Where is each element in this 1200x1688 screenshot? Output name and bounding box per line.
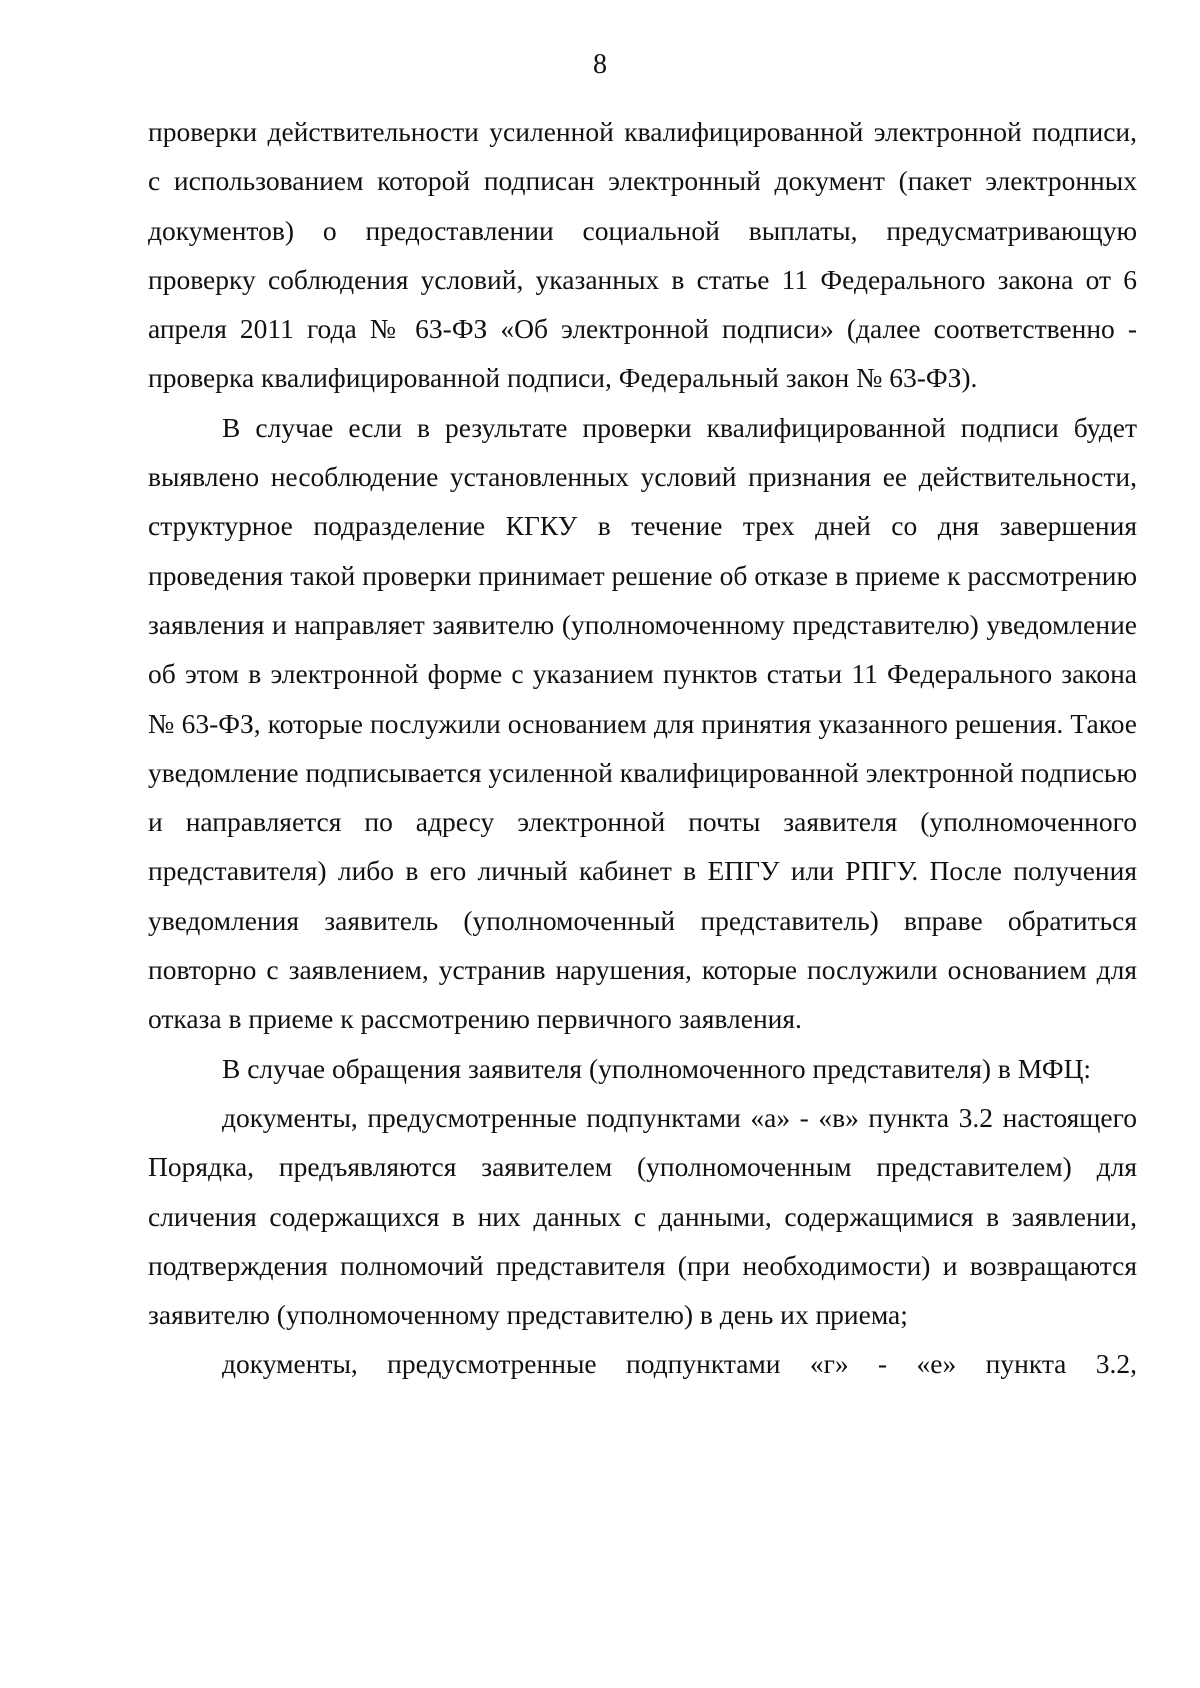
document-body <box>148 107 1137 1389</box>
paragraph-mfc-intro: В случае обращения заявителя (уполномоченного представителя) в МФЦ: <box>222 1052 1092 1084</box>
page-number: 8 <box>593 49 607 80</box>
paragraph-documents-g-e: документы, предусмотренные подпунктами «г» - «е» пункта 3.2, <box>222 1348 1137 1380</box>
paragraph-signature-verification: проверки действительности усиленной квалифицированной электронной подписи, с использованием которой подписан электронный документ (пакет электронных документов) о предоставлении социальной выплаты, предусматривающую проверку соблюдения условий, указанных в статье 11 Федерального закона от 6 апреля 2011 года № 63-ФЗ «Об электронной подписи» (далее соответственно - проверка квалифицированной подписи, Федеральный закон № 63-ФЗ). <box>148 116 1137 394</box>
paragraph-verification-failure: В случае если в результате проверки квалифицированной подписи будет выявлено несоблюдение установленных условий признания ее действительности, структурное подразделение КГКУ в течение трех дней со дня завершения проведения такой проверки принимает решение об отказе в приеме к рассмотрению заявления и направляет заявителю (уполномоченному представителю) уведомление об этом в электронной форме с указанием пунктов статьи 11 Федерального закона № 63-ФЗ, которые послужили основанием для принятия указанного решения. Такое уведомление подписывается усиленной квалифицированной электронной подписью и направляется по адресу электронной почты заявителя (уполномоченного представителя) либо в его личный кабинет в ЕПГУ или РПГУ. После получения уведомления заявитель (уполномоченный представитель) вправе обратиться повторно с заявлением, устранив нарушения, которые послужили основанием для отказа в приеме к рассмотрению первичного заявления. <box>148 411 1137 1035</box>
paragraph-documents-a-v: документы, предусмотренные подпунктами «а» - «в» пункта 3.2 настоящего Порядка, предъявляются заявителем (уполномоченным представителем) для сличения содержащихся в них данных с данными, содержащимися в заявлении, подтверждения полномочий представителя (при необходимости) и возвращаются заявителю (уполномоченному представителю) в день их приема; <box>148 1101 1137 1331</box>
